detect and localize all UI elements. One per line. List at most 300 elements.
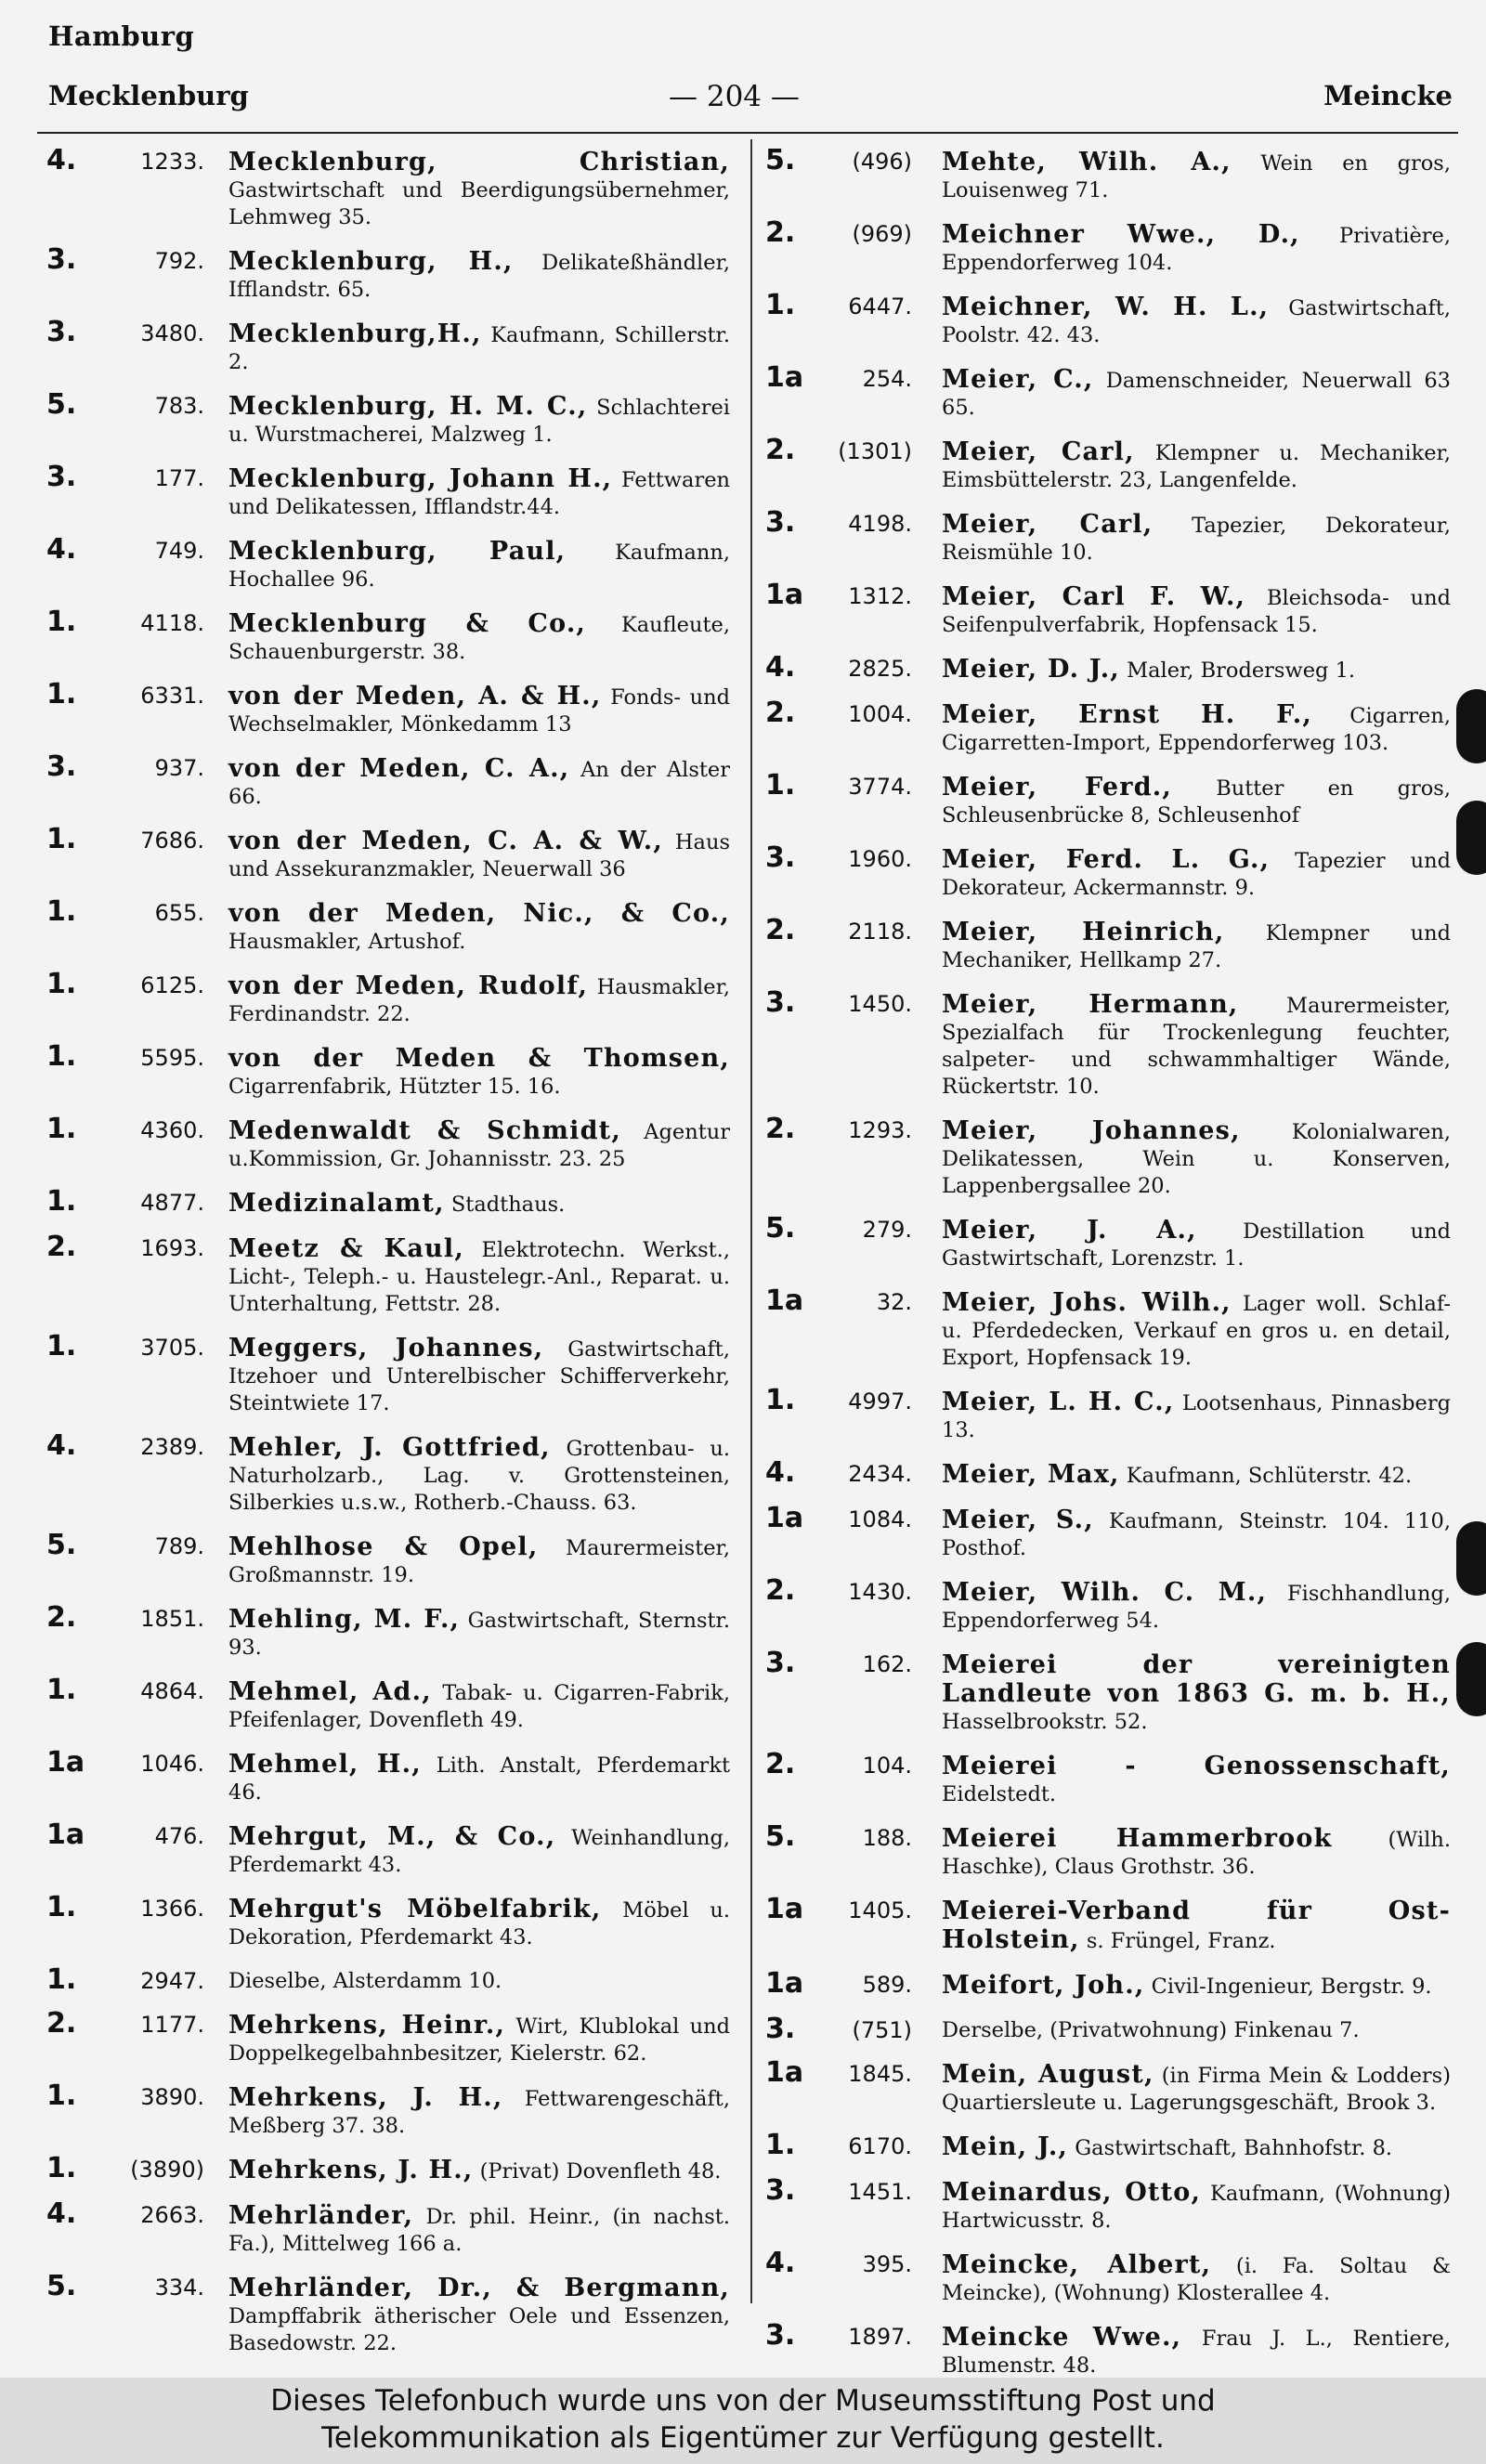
- subscriber-details: Wirt, Klublokal und Doppelkegelbahnbesitzer, Kielerstr. 62.: [228, 2014, 731, 2066]
- phone-number: 1405.: [848, 1897, 912, 1923]
- directory-entry: [43, 2197, 731, 2258]
- directory-entry: [762, 841, 1451, 902]
- phone-number: 2389.: [140, 1434, 204, 1460]
- subscriber-details: Kaufmann, Schillerstr. 2.: [228, 323, 730, 374]
- entry-text: [228, 2275, 730, 2357]
- entry-text: [228, 320, 730, 376]
- exchange-zone: 4.: [46, 533, 77, 566]
- subscriber-details: Wein en gros, Louisenweg 71.: [942, 151, 1452, 202]
- phone-number: 4118.: [140, 610, 204, 636]
- subscriber-details: Destillation und Gastwirtschaft, Lorenzstr. 1.: [942, 1219, 1451, 1271]
- entry-text: [942, 1972, 1451, 2001]
- directory-entry: [43, 1746, 730, 1806]
- subscriber-details: Weinhandlung, Pferdemarkt 43.: [228, 1826, 730, 1877]
- subscriber-details: Lager woll. Schlaf- u. Pferdedecken, Verkauf en gros u. en detail, Export, Hopfensack 19.: [942, 1292, 1451, 1370]
- subscriber-name: von der Meden, Rudolf,: [228, 971, 589, 1000]
- header-first-keyword: Mecklenburg: [48, 80, 249, 111]
- entry-text: [942, 1506, 1451, 1562]
- directory-entry: [43, 823, 730, 883]
- subscriber-name: Meier, Carl F. W.,: [942, 582, 1246, 611]
- entry-text: [228, 1190, 730, 1219]
- entry-text: [228, 755, 730, 811]
- exchange-zone: 4.: [765, 651, 796, 684]
- phone-number: 6125.: [140, 972, 204, 998]
- entry-text: [228, 538, 730, 593]
- phone-number: 4997.: [848, 1388, 912, 1415]
- entry-text: [228, 248, 730, 304]
- subscriber-details: Stadthaus.: [450, 1193, 566, 1217]
- subscriber-details: Delikateßhändler, Ifflandstr. 65.: [228, 251, 731, 302]
- phone-number: 2947.: [140, 1968, 204, 1994]
- directory-entry: [762, 1574, 1451, 1635]
- subscriber-details: (in Firma Mein & Lodders) Quartiersleute u. Lagerungsgeschäft, Brook 3.: [942, 2064, 1451, 2115]
- phone-number: (969): [852, 221, 912, 247]
- subscriber-name: Mehmel, Ad.,: [228, 1677, 432, 1706]
- phone-number: 4864.: [140, 1678, 204, 1704]
- phone-number: 32.: [876, 1289, 912, 1315]
- subscriber-name: Mecklenburg, H.,: [228, 247, 514, 276]
- subscriber-name: Meier, L. H. C.,: [942, 1388, 1175, 1416]
- exchange-zone: 5.: [46, 1529, 77, 1561]
- entry-text: [228, 149, 730, 231]
- entry-text: [228, 1968, 730, 1995]
- subscriber-name: von der Meden, C. A. & W.,: [228, 827, 663, 855]
- subscriber-details: Dampffabrik ätherischer Oele und Essenzen, Basedowstr. 22.: [228, 2304, 730, 2355]
- subscriber-name: Mehmel, H.,: [228, 1750, 422, 1779]
- phone-number: 2118.: [848, 919, 912, 945]
- subscriber-details: Elektrotechn. Werkst., Licht-, Teleph.- u. Haustelegr.-Anl., Reparat. u. Unterhaltung, Fettstr. 28.: [228, 1238, 730, 1316]
- subscriber-details: Hausmakler, Ferdinandstr. 22.: [228, 975, 730, 1026]
- directory-entry: [43, 533, 730, 593]
- subscriber-details: Möbel u. Dekoration, Pferdemarkt 43.: [228, 1898, 730, 1949]
- exchange-zone: 3.: [46, 461, 77, 493]
- directory-entry: [43, 316, 730, 376]
- directory-entry: [762, 2319, 1451, 2379]
- exchange-zone: 2.: [46, 2007, 77, 2040]
- subscriber-details: Frau J. L., Rentiere, Blumenstr. 48.: [942, 2327, 1451, 2378]
- subscriber-details: Lith. Anstalt, Pferdemarkt 46.: [228, 1753, 730, 1805]
- subscriber-details: Tapezier und Dekorateur, Ackermannstr. 9.: [942, 849, 1451, 900]
- subscriber-name: Meier, J. A.,: [942, 1216, 1197, 1245]
- entry-text: [942, 701, 1451, 757]
- directory-entry: [762, 1456, 1451, 1490]
- entry-text: [942, 1461, 1451, 1490]
- directory-entry: [762, 914, 1451, 974]
- entry-text: [942, 774, 1451, 829]
- subscriber-name: Meier, S.,: [942, 1506, 1094, 1534]
- exchange-zone: 1.: [46, 895, 77, 928]
- subscriber-name: Mein, August,: [942, 2060, 1154, 2089]
- right-column: [762, 144, 1452, 2396]
- directory-entry: [762, 2056, 1451, 2117]
- phone-number: 4360.: [140, 1117, 204, 1143]
- phone-number: 6447.: [848, 293, 912, 319]
- entry-text: [942, 2133, 1451, 2162]
- subscriber-details: Fettwarengeschäft, Meßberg 37. 38.: [228, 2087, 730, 2138]
- subscriber-details: Gastwirtschaft und Beerdigungsübernehmer, Lehmweg 35.: [228, 178, 730, 229]
- phone-number: 254.: [862, 366, 912, 392]
- phone-number: 1293.: [848, 1117, 912, 1143]
- directory-entry: [43, 144, 730, 231]
- entry-text: [942, 1289, 1451, 1372]
- exchange-zone: 5.: [765, 144, 796, 176]
- directory-entry: [43, 2007, 731, 2067]
- exchange-zone: 3.: [46, 750, 77, 783]
- entry-text: [942, 583, 1451, 639]
- exchange-zone: 1.: [46, 823, 77, 855]
- entry-text: [942, 1651, 1451, 1736]
- entry-text: [942, 1825, 1451, 1881]
- subscriber-name: Meier, Johannes,: [942, 1116, 1241, 1145]
- entry-text: [228, 1823, 730, 1879]
- subscriber-name: Meggers, Johannes,: [228, 1334, 544, 1362]
- entry-text: [942, 846, 1451, 902]
- subscriber-details: Schlachterei u. Wurstmacherei, Malzweg 1.: [228, 396, 731, 447]
- phone-number: 279.: [862, 1217, 912, 1243]
- phone-number: 1451.: [848, 2179, 912, 2205]
- exchange-zone: 1.: [46, 1963, 77, 1996]
- subscriber-details: Civil-Ingenieur, Bergstr. 9.: [1151, 1975, 1432, 1999]
- subscriber-details: Damenschneider, Neuerwall 63 65.: [942, 369, 1451, 420]
- exchange-zone: 3.: [765, 841, 796, 874]
- subscriber-name: Medenwaldt & Schmidt,: [228, 1116, 621, 1145]
- directory-entry: [762, 144, 1452, 204]
- subscriber-details: An der Alster 66.: [228, 758, 730, 809]
- phone-number: 3890.: [140, 2084, 204, 2110]
- entry-text: [942, 2324, 1451, 2379]
- directory-entry: [762, 2247, 1451, 2307]
- exchange-zone: 1a: [765, 1893, 804, 1925]
- subscriber-details: Lootsenhaus, Pinnasberg 13.: [942, 1391, 1451, 1442]
- phone-number: 476.: [154, 1823, 204, 1849]
- entry-text: [228, 828, 730, 883]
- directory-entry: [43, 1330, 730, 1417]
- exchange-zone: 3.: [46, 316, 77, 348]
- directory-entry: [43, 606, 730, 666]
- phone-number: 188.: [862, 1825, 912, 1851]
- exchange-zone: 4.: [765, 1456, 796, 1489]
- exchange-zone: 3.: [46, 243, 77, 276]
- entry-text: [942, 2061, 1451, 2117]
- subscriber-details: Gastwirtschaft, Itzehoer und Unterelbischer Schifferverkehr, Steintwiete 17.: [228, 1337, 730, 1415]
- exchange-zone: 1.: [46, 2152, 77, 2184]
- entry-text: [228, 2157, 730, 2185]
- subscriber-name: Meierei-Verband für Ost-Holstein,: [942, 1897, 1451, 1954]
- punch-hole: [1456, 1642, 1486, 1716]
- subscriber-name: Meier, Wilh. C. M.,: [942, 1578, 1268, 1607]
- phone-number: 162.: [862, 1651, 912, 1677]
- subscriber-details: Grottenbau- u. Naturholzarb., Lag. v. Grottensteinen, Silberkies u.s.w., Rotherb.-Chauss. 63.: [228, 1437, 731, 1515]
- directory-entry: [762, 1893, 1451, 1955]
- subscriber-details: Bleichsoda- und Seifenpulverfabrik, Hopfensack 15.: [942, 586, 1452, 637]
- phone-number: 1177.: [140, 2012, 204, 2038]
- subscriber-details: Fettwaren und Delikatessen, Ifflandstr.44.: [228, 468, 731, 519]
- directory-entry: [762, 1647, 1451, 1736]
- subscriber-details: Eidelstedt.: [942, 1782, 1057, 1806]
- phone-number: 5595.: [140, 1045, 204, 1071]
- subscriber-name: Meier, Ferd.,: [942, 773, 1172, 802]
- entry-text: [228, 900, 730, 956]
- subscriber-details: Fischhandlung, Eppendorferweg 54.: [942, 1582, 1451, 1633]
- phone-number: 3774.: [848, 774, 912, 800]
- subscriber-details: (Wilh. Haschke), Claus Grothstr. 36.: [942, 1828, 1451, 1879]
- directory-entry: [43, 1113, 730, 1173]
- subscriber-name: Medizinalamt,: [228, 1189, 445, 1218]
- directory-entry: [43, 1231, 730, 1318]
- page-header: [48, 80, 1453, 117]
- exchange-zone: 4.: [765, 2247, 796, 2279]
- exchange-zone: 1.: [46, 1891, 77, 1923]
- entry-text: [228, 972, 730, 1028]
- entry-text: [228, 1533, 730, 1589]
- subscriber-name: Mecklenburg, Paul,: [228, 537, 567, 566]
- exchange-zone: 1a: [765, 1284, 804, 1317]
- footer-line-1: Dieses Telefonbuch wurde uns von der Museumsstiftung Post und: [270, 2384, 1216, 2418]
- punch-hole: [1456, 1521, 1486, 1596]
- subscriber-details: Klempner und Mechaniker, Hellkamp 27.: [942, 921, 1451, 972]
- subscriber-details: (Privat) Dovenfleth 48.: [479, 2159, 722, 2184]
- directory-entry: [43, 388, 731, 449]
- phone-number: 1312.: [848, 583, 912, 609]
- entry-text: [228, 610, 730, 666]
- subscriber-name: Meichner Wwe., D.,: [942, 220, 1300, 249]
- exchange-zone: 1a: [46, 1746, 85, 1779]
- exchange-zone: 1.: [46, 606, 77, 638]
- subscriber-name: Mehrgut's Möbelfabrik,: [228, 1895, 602, 1923]
- directory-entry: [43, 1429, 731, 1517]
- exchange-zone: 2.: [46, 1601, 77, 1634]
- phone-number: 2663.: [140, 2202, 204, 2228]
- subscriber-name: Meierei Hammerbrook: [942, 1824, 1333, 1853]
- subscriber-details: Maurermeister, Spezialfach für Trockenlegung feuchter, salpeter- und schwammhaltiger Wände, Rückertstr. 10.: [942, 994, 1452, 1099]
- subscriber-name: Meierei - Genossenschaft,: [942, 1752, 1451, 1780]
- directory-entry: [762, 361, 1451, 422]
- entry-text: [942, 991, 1451, 1101]
- exchange-zone: 1.: [46, 2079, 77, 2112]
- subscriber-details: Dr. phil. Heinr., (in nachst. Fa.), Mittelweg 166 a.: [228, 2205, 731, 2256]
- entry-text: [228, 1606, 730, 1662]
- entry-text: [942, 221, 1451, 277]
- directory-entry: [762, 216, 1452, 277]
- phone-number: 104.: [862, 1753, 912, 1779]
- directory-entry: [762, 1967, 1451, 2001]
- exchange-zone: 4.: [46, 1429, 77, 1462]
- subscriber-details: Kaufmann, Steinstr. 104. 110, Posthof.: [942, 1509, 1452, 1560]
- subscriber-details: Klempner u. Mechaniker, Eimsbüttelerstr. 23, Langenfelde.: [942, 441, 1451, 492]
- subscriber-name: Mecklenburg, Christian,: [228, 148, 730, 176]
- punch-hole: [1456, 689, 1486, 763]
- phone-number: 1450.: [848, 991, 912, 1017]
- directory-entry: [43, 1963, 730, 1996]
- phone-number: 1851.: [140, 1606, 204, 1632]
- subscriber-details: Butter en gros, Schleusenbrücke 8, Schleusenhof: [942, 776, 1451, 828]
- directory-entry: [43, 243, 731, 304]
- phone-number: 177.: [154, 465, 204, 491]
- subscriber-details: Hasselbrookstr. 52.: [942, 1710, 1148, 1734]
- entry-text: [942, 656, 1451, 684]
- phone-number: 1960.: [848, 846, 912, 872]
- subscriber-name: Mehrgut, M., & Co.,: [228, 1822, 556, 1851]
- subscriber-details: Cigarren, Cigarretten-Import, Eppendorferweg 103.: [942, 704, 1451, 755]
- directory-entry: [43, 750, 730, 811]
- entry-text: [942, 919, 1451, 974]
- exchange-zone: 1.: [765, 1384, 796, 1416]
- phone-number: 789.: [154, 1533, 204, 1559]
- directory-entry: [762, 289, 1451, 349]
- directory-entry: [762, 1748, 1451, 1808]
- directory-entry: [43, 461, 731, 521]
- entry-text: [228, 2012, 730, 2067]
- directory-entry: [762, 697, 1451, 757]
- entry-text: [228, 683, 730, 738]
- subscriber-details: Kaufleute, Schauenburgerstr. 38.: [228, 613, 730, 664]
- entry-text: [942, 1117, 1451, 1200]
- directory-entry: [43, 1819, 730, 1879]
- exchange-zone: 1.: [46, 1040, 77, 1073]
- subscriber-name: Meier, Carl,: [942, 437, 1135, 466]
- exchange-zone: 3.: [765, 506, 796, 539]
- directory-entry: [762, 769, 1451, 829]
- subscriber-name: von der Meden, C. A.,: [228, 754, 570, 783]
- directory-entry: [762, 1284, 1451, 1372]
- directory-entry: [762, 434, 1451, 494]
- subscriber-details: Tapezier, Dekorateur, Reismühle 10.: [942, 514, 1452, 565]
- entry-text: [228, 1896, 730, 1951]
- exchange-zone: 2.: [765, 216, 796, 249]
- subscriber-name: Mein, J.,: [942, 2132, 1069, 2161]
- subscriber-details: Haus und Assekuranzmakler, Neuerwall 36: [228, 830, 730, 881]
- phone-number: 1046.: [140, 1751, 204, 1777]
- subscriber-name: Meierei der vereinigten Landleute von 1863 G. m. b. H.,: [942, 1650, 1451, 1708]
- subscriber-name: Meier, Ferd. L. G.,: [942, 845, 1271, 874]
- entry-text: [228, 1434, 730, 1517]
- exchange-zone: 2.: [765, 1113, 796, 1145]
- exchange-zone: 1.: [765, 289, 796, 321]
- entry-text: [942, 1897, 1451, 1955]
- phone-number: 749.: [154, 538, 204, 564]
- phone-number: 589.: [862, 1972, 912, 1998]
- subscriber-details: Derselbe, (Privatwohnung) Finkenau 7.: [942, 2018, 1360, 2042]
- directory-entry: [762, 2174, 1451, 2235]
- exchange-zone: 4.: [46, 2197, 77, 2230]
- subscriber-name: Meincke, Albert,: [942, 2250, 1212, 2279]
- entry-text: [942, 149, 1451, 204]
- entry-text: [942, 2017, 1451, 2044]
- entry-text: [228, 1335, 730, 1417]
- subscriber-details: (i. Fa. Soltau & Meincke), (Wohnung) Klosterallee 4.: [942, 2254, 1451, 2305]
- subscriber-name: Meier, C.,: [942, 365, 1094, 394]
- entry-text: [228, 1678, 730, 1734]
- exchange-zone: 2.: [765, 914, 796, 946]
- entry-text: [228, 1751, 730, 1806]
- subscriber-details: Kolonialwaren, Delikatessen, Wein u. Konserven, Lappenbergsallee 20.: [942, 1120, 1451, 1198]
- phone-number: (3890): [130, 2157, 204, 2183]
- phone-number: 334.: [154, 2275, 204, 2301]
- entry-text: [942, 438, 1451, 494]
- exchange-zone: 5.: [46, 388, 77, 421]
- directory-entry: [43, 1601, 730, 1662]
- subscriber-name: Mecklenburg,H.,: [228, 319, 482, 348]
- exchange-zone: 2.: [765, 1748, 796, 1780]
- subscriber-name: von der Meden & Thomsen,: [228, 1044, 730, 1073]
- phone-number: 7686.: [140, 828, 204, 854]
- entry-text: [942, 1753, 1451, 1808]
- entry-text: [228, 2202, 730, 2258]
- subscriber-name: Mehrkens, J. H.,: [228, 2083, 503, 2112]
- subscriber-details: Kaufmann, Hochallee 96.: [228, 541, 730, 592]
- subscriber-details: Fonds- und Wechselmakler, Mönkedamm 13: [228, 685, 730, 737]
- directory-entry: [43, 895, 730, 956]
- directory-entry: [43, 1674, 730, 1734]
- phone-number: 1897.: [848, 2324, 912, 2350]
- phone-number: 2434.: [848, 1461, 912, 1487]
- phone-number: (1301): [838, 438, 912, 464]
- phone-number: 3705.: [140, 1335, 204, 1361]
- exchange-zone: 1.: [46, 1185, 77, 1218]
- subscriber-name: Meier, Ernst H. F.,: [942, 700, 1312, 729]
- exchange-zone: 1a: [46, 1819, 85, 1851]
- subscriber-name: Mehrländer,: [228, 2201, 414, 2230]
- subscriber-name: Mecklenburg & Co.,: [228, 609, 587, 638]
- header-rule: [37, 132, 1458, 134]
- exchange-zone: 1a: [765, 1967, 804, 2000]
- exchange-zone: 3.: [765, 986, 796, 1019]
- subscriber-details: Tabak- u. Cigarren-Fabrik, Pfeifenlager, Dovenfleth 49.: [228, 1681, 730, 1732]
- entry-text: [228, 465, 730, 521]
- phone-number: 4198.: [848, 511, 912, 537]
- subscriber-details: Agentur u.Kommission, Gr. Johannisstr. 23. 25: [228, 1120, 730, 1171]
- phone-number: 1845.: [848, 2061, 912, 2087]
- phone-number: 1693.: [140, 1235, 204, 1261]
- exchange-zone: 3.: [765, 2319, 796, 2352]
- directory-entry: [43, 2079, 730, 2140]
- ownership-footer: [0, 2378, 1486, 2464]
- exchange-zone: 3.: [765, 2174, 796, 2207]
- entry-text: [228, 393, 730, 449]
- subscriber-name: Meier, Heinrich,: [942, 918, 1225, 946]
- directory-entry: [43, 2152, 730, 2185]
- entry-text: [228, 1045, 730, 1101]
- directory-entry: [762, 2129, 1451, 2162]
- subscriber-name: Meincke Wwe.,: [942, 2323, 1182, 2352]
- exchange-zone: 1.: [46, 968, 77, 1000]
- entry-text: [228, 2084, 730, 2140]
- directory-entry: [762, 1820, 1451, 1881]
- phone-number: 792.: [154, 248, 204, 274]
- subscriber-details: Maurermeister, Großmannstr. 19.: [228, 1536, 730, 1587]
- directory-entry: [43, 2270, 730, 2357]
- directory-entry: [762, 986, 1452, 1101]
- subscriber-details: Privatière, Eppendorferweg 104.: [942, 224, 1452, 275]
- directory-entry: [43, 1891, 730, 1951]
- exchange-zone: 1.: [46, 678, 77, 711]
- entry-text: [942, 2251, 1451, 2307]
- phone-number: 1004.: [848, 701, 912, 727]
- subscriber-name: Meier, Hermann,: [942, 990, 1239, 1019]
- subscriber-details: Hausmakler, Artushof.: [228, 930, 466, 954]
- exchange-zone: 1.: [765, 769, 796, 802]
- subscriber-name: von der Meden, A. & H.,: [228, 682, 602, 711]
- phone-number: 3480.: [140, 320, 204, 346]
- subscriber-details: Dieselbe, Alsterdamm 10.: [228, 1969, 502, 1993]
- exchange-zone: 1a: [765, 361, 804, 394]
- subscriber-details: Kaufmann, (Wohnung) Hartwicusstr. 8.: [942, 2182, 1451, 2233]
- exchange-zone: 2.: [765, 434, 796, 466]
- subscriber-name: Mehrkens, Heinr.,: [228, 2011, 506, 2040]
- subscriber-details: Gastwirtschaft, Bahnhofstr. 8.: [1075, 2136, 1393, 2160]
- exchange-zone: 1a: [765, 2056, 804, 2089]
- subscriber-details: Maler, Brodersweg 1.: [1127, 658, 1356, 683]
